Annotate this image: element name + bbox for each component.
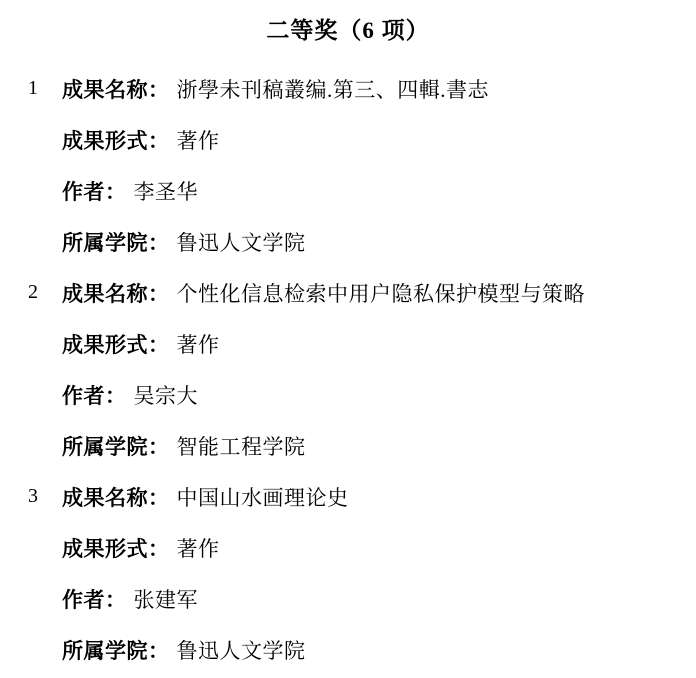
entries-list [0,63,696,675]
field-value-form: 著作 [176,536,220,561]
entry-3-name-line [0,471,696,522]
field-value-author: 吴宗大 [133,383,198,408]
field-value-author: 张建军 [133,587,198,612]
entry-1-form-line [0,114,696,165]
field-label-form: 成果形式： [62,536,170,561]
field-value-form: 著作 [176,332,220,357]
field-value-name: 中国山水画理论史 [176,485,349,510]
field-label-form: 成果形式： [62,332,170,357]
field-label-college: 所属学院： [62,638,170,663]
field-value-form: 著作 [176,128,220,153]
field-label-name: 成果名称： [62,77,170,102]
entry-2-college-line [0,420,696,471]
field-label-college: 所属学院： [62,230,170,255]
entry-2-form-line [0,318,696,369]
entry-1-author-line [0,165,696,216]
field-label-college: 所属学院： [62,434,170,459]
entry-1-college-line [0,216,696,267]
field-value-college: 鲁迅人文学院 [176,638,306,663]
field-value-author: 李圣华 [133,179,198,204]
entry-number: 3 [28,485,38,507]
field-label-author: 作者： [62,179,127,204]
field-label-name: 成果名称： [62,485,170,510]
field-value-college: 智能工程学院 [176,434,306,459]
field-label-author: 作者： [62,383,127,408]
field-label-form: 成果形式： [62,128,170,153]
field-value-college: 鲁迅人文学院 [176,230,306,255]
field-label-name: 成果名称： [62,281,170,306]
entry-number: 1 [28,77,38,99]
entry-1-name-line [0,63,696,114]
field-value-name: 浙學未刊稿叢编.第三、四輯.書志 [176,77,489,102]
entry-2-author-line [0,369,696,420]
entry-2-name-line [0,267,696,318]
entry-3-form-line [0,522,696,573]
entry-3-college-line [0,624,696,675]
field-value-name: 个性化信息检索中用户隐私保护模型与策略 [176,281,585,306]
entry-number: 2 [28,281,38,303]
page-title: 二等奖（6 项） [266,18,430,43]
field-label-author: 作者： [62,587,127,612]
entry-3-author-line [0,573,696,624]
